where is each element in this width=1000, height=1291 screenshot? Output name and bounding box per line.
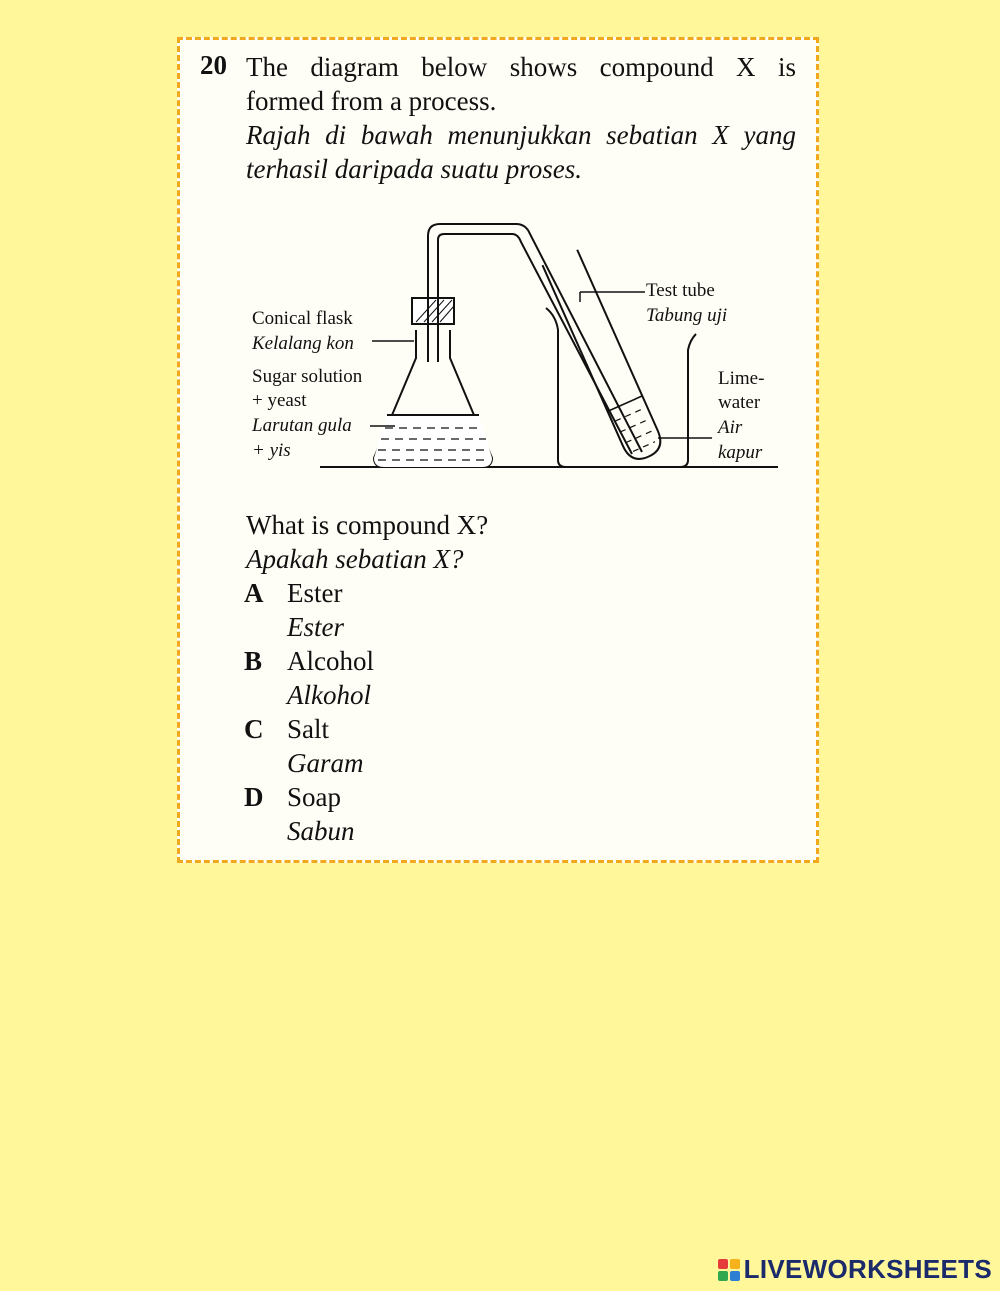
prompt-en: What is compound X? (246, 510, 489, 540)
stem-ms-line1: Rajah di bawah menunjukkan sebatian X yang (246, 120, 796, 150)
logo-tile-green (718, 1271, 728, 1281)
label-conical-flask: Conical flask (252, 308, 353, 329)
option-text-ms: Sabun (287, 816, 355, 846)
logo-tile-blue (730, 1271, 740, 1281)
label-lime: Lime- (718, 368, 765, 389)
limewater-dashes (615, 408, 658, 453)
question-card (177, 37, 819, 863)
option-text-en: Alcohol (287, 646, 374, 676)
label-plus-yis: + yis (252, 440, 291, 461)
prompt-ms: Apakah sebatian X? (246, 544, 464, 574)
brand-name: LIVEWORKSHEETS (743, 1254, 992, 1284)
stem-ms-line2: terhasil daripada suatu proses. (246, 154, 583, 184)
option-text-ms: Garam (287, 748, 364, 778)
label-plus-yeast: + yeast (252, 390, 307, 411)
fermentation-apparatus-diagram (180, 40, 816, 500)
option-letter: D (244, 782, 264, 812)
option-text-ms: Ester (287, 612, 344, 642)
label-test-tube: Test tube (646, 280, 715, 301)
label-water: water (718, 392, 761, 413)
label-larutan-gula: Larutan gula (252, 415, 352, 436)
option-text-en: Salt (287, 714, 330, 744)
label-kelalang-kon: Kelalang kon (252, 333, 354, 354)
option-text-ms: Alkohol (287, 680, 371, 710)
option-letter: C (244, 714, 264, 744)
option-letter: A (244, 578, 264, 608)
option-text-en: Soap (287, 782, 341, 812)
logo-tile-yellow (730, 1259, 740, 1269)
option-text-en: Ester (287, 578, 343, 608)
option-letter: B (244, 646, 263, 676)
sugar-solution-liquid (374, 415, 492, 467)
logo-tile-red (718, 1259, 728, 1269)
label-tabung-uji: Tabung uji (646, 305, 728, 326)
label-air: Air (718, 417, 743, 438)
stem-en-line1: The diagram below shows compound X is (246, 52, 796, 82)
question-number: 20 (200, 50, 227, 80)
question-prompt (246, 508, 488, 576)
stem-en-line2: formed from a process. (246, 86, 497, 116)
liveworksheets-brand[interactable] (718, 1254, 992, 1285)
label-kapur: kapur (718, 442, 763, 463)
liveworksheets-logo-icon (718, 1259, 740, 1281)
label-sugar-solution: Sugar solution (252, 366, 363, 387)
